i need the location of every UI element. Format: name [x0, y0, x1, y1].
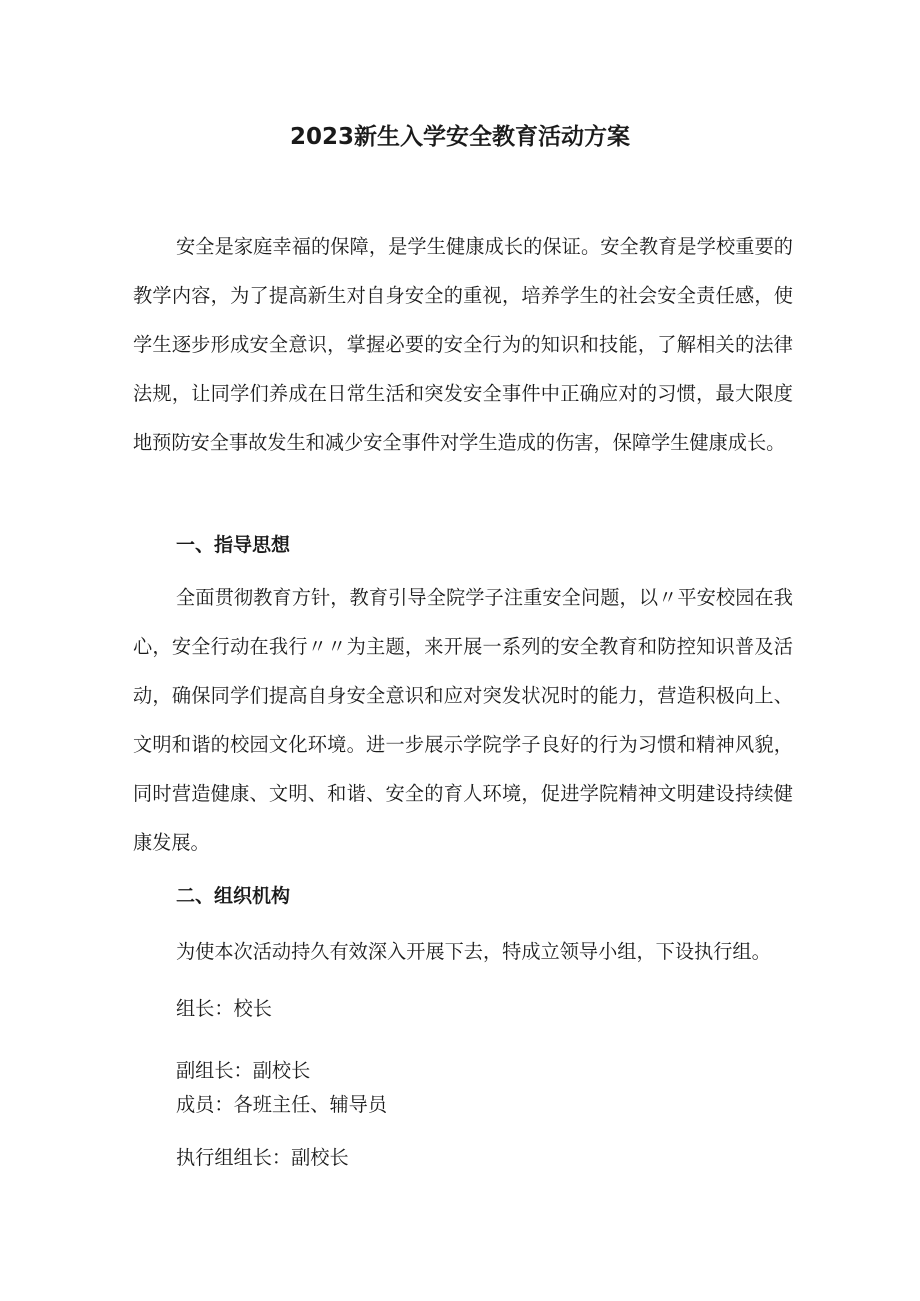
- leader-line: 组长：校长: [176, 997, 272, 1020]
- vice-leader-line: 副组长：副校长: [176, 1059, 311, 1082]
- organization-intro: 为使本次活动持久有效深入开展下去，特成立领导小组，下设执行组。: [176, 940, 771, 963]
- guiding-ideology-paragraph: 全面贯彻教育方针，教育引导全院学子注重安全问题，以〃平安校园在我心，安全行动在我行〃〃为主题，来开展一系列的安全教育和防控知识普及活动，确保同学们提高自身安全意识和应对突发状况时的能力，营造积极向上、文明和谐的校园文化环境。进一步展示学院学子良好的行为习惯和精神风貌，同时营造健康、文明、和谐、安全的育人环境，促进学院精神文明建设持续健康发展。: [133, 586, 793, 854]
- section-heading-guiding-ideology: 一、指导思想: [176, 534, 291, 556]
- document-title: 2023新生入学安全教育活动方案: [289, 124, 630, 150]
- intro-paragraph: 安全是家庭幸福的保障，是学生健康成长的保证。安全教育是学校重要的教学内容，为了提高新生对自身安全的重视，培养学生的社会安全责任感，使学生逐步形成安全意识，掌握必要的安全行为的知识和技能，了解相关的法律法规，让同学们养成在日常生活和突发安全事件中正确应对的习惯，最大限度地预防安全事故发生和减少安全事件对学生造成的伤害，保障学生健康成长。: [133, 235, 793, 454]
- section-heading-organization: 二、组织机构: [176, 885, 291, 907]
- exec-leader-line: 执行组组长：副校长: [176, 1146, 349, 1169]
- members-line: 成员：各班主任、辅导员: [176, 1093, 388, 1116]
